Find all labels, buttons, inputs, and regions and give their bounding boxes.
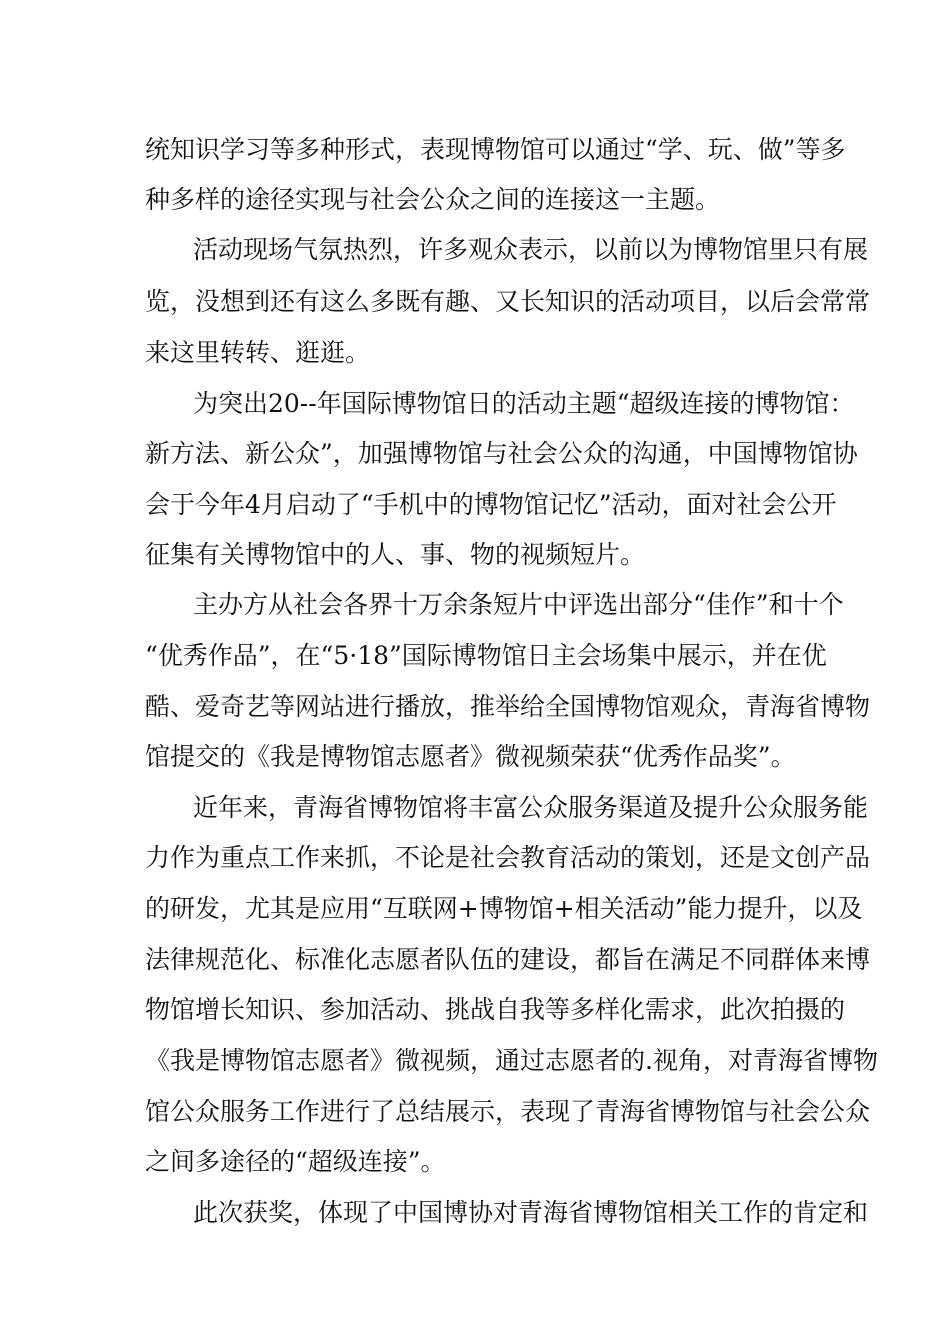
text-line: 种多样的途径实现与社会公众之间的连接这一主题。 xyxy=(145,185,721,214)
text-line: 之间多途径的“超级连接”。 xyxy=(145,1147,446,1176)
text-line: 活动现场气氛热烈，许多观众表示，以前以为博物馆里只有展 xyxy=(193,235,869,264)
text-line: 的研发，尤其是应用“互联网+博物馆+相关活动”能力提升，以及 xyxy=(145,894,863,923)
text-line: 馆公众服务工作进行了总结展示，表现了青海省博物馆与社会公众 xyxy=(145,1097,871,1126)
text-line: 统知识学习等多种形式，表现博物馆可以通过“学、玩、做”等多 xyxy=(145,135,846,164)
text-line: “优秀作品”，在“5·18”国际博物馆日主会场集中展示，并在优 xyxy=(145,641,827,670)
text-line: 征集有关博物馆中的人、事、物的视频短片。 xyxy=(145,540,646,569)
text-line: 物馆增长知识、参加活动、挑战自我等多样化需求，此次拍摄的 xyxy=(145,995,846,1024)
text-line: 酷、爱奇艺等网站进行播放，推举给全国博物馆观众，青海省博物 xyxy=(145,692,871,721)
text-line: 馆提交的《我是博物馆志愿者》微视频荣获“优秀作品奖”。 xyxy=(145,742,796,771)
text-line: 力作为重点工作来抓，不论是社会教育活动的策划，还是文创产品 xyxy=(145,843,871,872)
text-line: 为突出20--年国际博物馆日的活动主题“超级连接的博物馆： xyxy=(193,389,855,418)
text-line: 览，没想到还有这么多既有趣、又长知识的活动项目，以后会常常 xyxy=(145,287,871,316)
text-line: 此次获奖，体现了中国博协对青海省博物馆相关工作的肯定和 xyxy=(193,1198,869,1227)
text-line: 来这里转转、逛逛。 xyxy=(145,338,371,367)
text-line: 主办方从社会各界十万余条短片中评选出部分“佳作”和十个 xyxy=(193,590,844,619)
text-line: 会于今年4月启动了“手机中的博物馆记忆”活动，面对社会公开 xyxy=(145,490,837,519)
text-line: 法律规范化、标准化志愿者队伍的建设，都旨在满足不同群体来博 xyxy=(145,945,871,974)
text-line: 近年来，青海省博物馆将丰富公众服务渠道及提升公众服务能 xyxy=(193,793,869,822)
text-line: 新方法、新公众”，加强博物馆与社会公众的沟通，中国博物馆协 xyxy=(145,439,858,468)
text-line: 《我是博物馆志愿者》微视频，通过志愿者的.视角，对青海省博物 xyxy=(145,1046,878,1075)
